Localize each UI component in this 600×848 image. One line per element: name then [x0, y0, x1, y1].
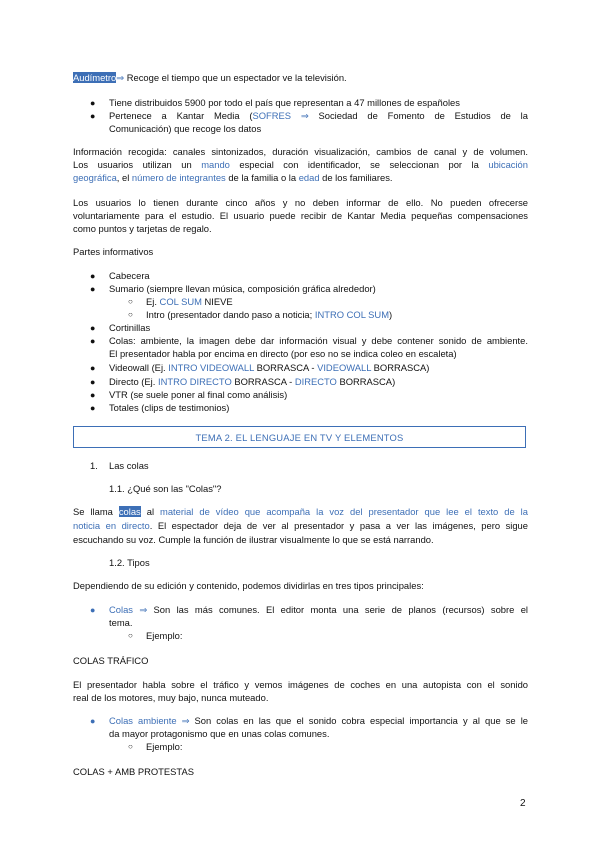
sub-list-item: Ejemplo:: [146, 741, 183, 752]
list-item: VTR (se suele poner al final como análisis): [109, 389, 288, 400]
audimetro-paragraph: Audímetro⇒ Recoge el tiempo que un espectador ve la televisión.: [73, 72, 347, 83]
sub-list-item: Ejemplo:: [146, 630, 183, 641]
example-title: COLAS TRÁFICO: [73, 655, 149, 666]
sub-bullet-icon: ○: [128, 631, 133, 640]
paragraph-line: Dependiendo de su edición y contenido, podemos dividirlas en tres tipos principales:: [73, 580, 424, 591]
list-item: Colas ⇒ Son las más comunes. El editor monta una serie de planos (recursos) sobre el: [109, 604, 528, 615]
section-number: 1.: [90, 460, 98, 471]
sub-bullet-icon: ○: [128, 310, 133, 319]
section-heading: Partes informativos: [73, 246, 154, 257]
paragraph-line: escuchando su voz. Cumple la función de ilustrar visualmente lo que se está narrando.: [73, 534, 434, 545]
bullet-icon: ●: [90, 111, 96, 121]
subsection-title: 1.2. Tipos: [109, 557, 150, 568]
list-item: Videowall (Ej. INTRO VIDEOWALL BORRASCA - VIDEOWALL BORRASCA): [109, 362, 430, 373]
paragraph-line: El presentador habla sobre el tráfico y vemos imágenes de coches en una autopista con el sonido: [73, 679, 528, 690]
list-item: Pertenece a Kantar Media (SOFRES ⇒ Sociedad de Fomento de Estudios de la: [109, 110, 528, 121]
bullet-icon: ●: [90, 403, 96, 413]
bullet-icon: ●: [90, 271, 96, 281]
list-item-continuation: El presentador habla por encima en directo (por eso no se indica coleo en escaleta): [109, 348, 457, 359]
bullet-icon: ●: [90, 323, 96, 333]
list-item-continuation: tema.: [109, 617, 133, 628]
list-item: Totales (clips de testimonios): [109, 402, 230, 413]
bullet-icon: ●: [90, 377, 96, 387]
bullet-icon: ●: [90, 716, 96, 726]
paragraph-line: real de los motores, muy bajo, nunca muteado.: [73, 692, 269, 703]
bullet-icon: ●: [90, 605, 96, 615]
subsection-title: 1.1. ¿Qué son las "Colas"?: [109, 483, 222, 494]
paragraph-line: como puntos y tarjetas de regalo.: [73, 223, 212, 234]
list-item-continuation: da mayor protagonismo que en unas colas comunes.: [109, 728, 330, 739]
list-item: Cabecera: [109, 270, 150, 281]
bullet-icon: ●: [90, 284, 96, 294]
list-item-continuation: Comunicación) que recoge los datos: [109, 123, 262, 134]
chapter-title-box: TEMA 2. EL LENGUAJE EN TV Y ELEMENTOS: [73, 426, 526, 448]
list-item: Tiene distribuidos 5900 por todo el país que representan a 47 millones de españoles: [109, 97, 460, 108]
section-title: Las colas: [109, 460, 149, 471]
sub-bullet-icon: ○: [128, 742, 133, 751]
bullet-icon: ●: [90, 98, 96, 108]
bullet-icon: ●: [90, 363, 96, 373]
list-item: Colas ambiente ⇒ Son colas en las que el sonido cobra especial importancia y al que se le: [109, 715, 528, 726]
list-item: Colas: ambiente, la imagen debe dar información visual y debe contener sonido de ambiente.: [109, 335, 528, 346]
page-number: 2: [520, 798, 526, 809]
paragraph-line: Se llama colas al material de vídeo que acompaña la voz del presentador que lee el texto de la: [73, 506, 528, 517]
paragraph-line: Información recogida: canales sintonizados, duración visualización, cambios de canal y de volumen.: [73, 146, 528, 157]
bullet-icon: ●: [90, 390, 96, 400]
bullet-icon: ●: [90, 336, 96, 346]
highlighted-term: Audímetro: [73, 72, 117, 83]
paragraph-line: noticia en directo. El espectador deja de ver al presentador y pasa a ver las imágenes, pero sigue: [73, 520, 528, 531]
list-item: Directo (Ej. INTRO DIRECTO BORRASCA - DIRECTO BORRASCA): [109, 376, 396, 387]
list-item: Sumario (siempre llevan música, composición gráfica alrededor): [109, 283, 376, 294]
example-title: COLAS + AMB PROTESTAS: [73, 766, 194, 777]
paragraph-line: Los usuarios utilizan un mando especial con identificador, se seleccionan por la ubicación: [73, 159, 528, 170]
sub-bullet-icon: ○: [128, 297, 133, 306]
sub-list-item: Intro (presentador dando paso a noticia; INTRO COL SUM): [146, 309, 393, 320]
list-item: Cortinillas: [109, 322, 151, 333]
paragraph-line: Los usuarios lo tienen durante cinco años y no deben informar de ello. No pueden ofrecerse: [73, 197, 528, 208]
sub-list-item: Ej. COL SUM NIEVE: [146, 296, 233, 307]
paragraph-line: geográfica, el número de integrantes de la familia o la edad de los familiares.: [73, 172, 393, 183]
paragraph-line: voluntariamente para el estudio. El usuario puede recibir de Kantar Media pequeñas compensaciones: [73, 210, 528, 221]
